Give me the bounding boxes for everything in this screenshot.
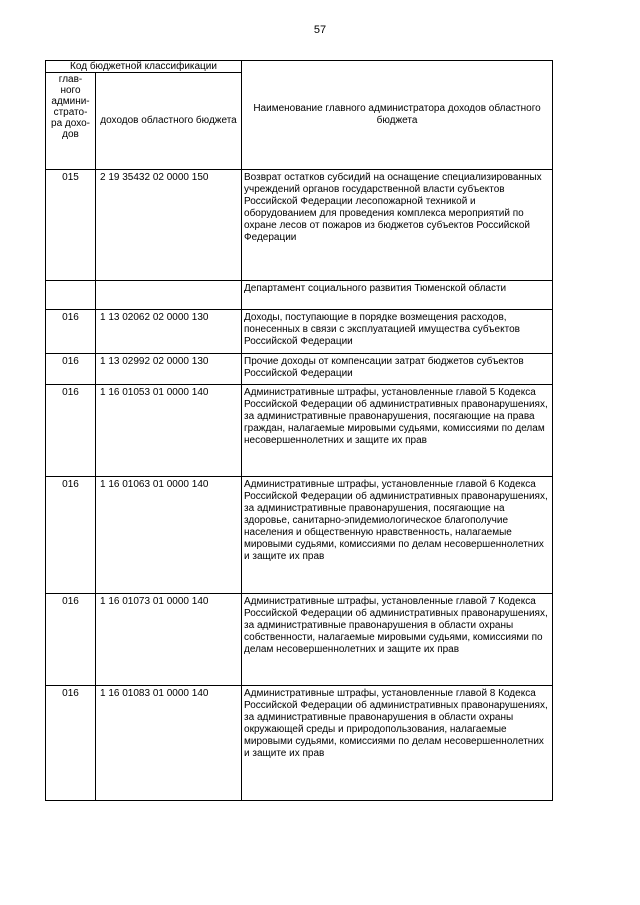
income-code-cell: 1 13 02992 02 0000 130 (96, 354, 242, 385)
income-code-cell: 1 16 01083 01 0000 140 (96, 686, 242, 801)
income-code-cell: 1 16 01063 01 0000 140 (96, 477, 242, 594)
section-row (46, 281, 553, 310)
department-name-cell: Департамент социального развития Тюменской области (242, 281, 553, 310)
header-income-code: доходов областного бюджета (96, 73, 242, 170)
income-name-cell: Прочие доходы от компенсации затрат бюджетов субъектов Российской Федерации (242, 354, 553, 385)
admin-code-cell: 016 (46, 594, 96, 686)
income-name-cell: Административные штрафы, установленные главой 5 Кодекса Российской Федерации об административных правонарушениях, за административные правонарушения, посягающие на права граждан, налагаемые мировыми судьями, комиссиями по делам несовершеннолетних и защите их прав (242, 385, 553, 477)
page-number: 57 (313, 24, 327, 36)
table-row (46, 170, 553, 281)
income-code-cell: 1 16 01053 01 0000 140 (96, 385, 242, 477)
table-row (46, 310, 553, 354)
income-name-cell: Возврат остатков субсидий на оснащение специализированных учреждений органов государственной власти субъектов Российской Федерации лесопожарной техникой и оборудованием для проведения комплекса мероприятий по охране лесов от пожаров из бюджетов субъектов Российской Федерации (242, 170, 553, 281)
income-code-cell: 2 19 35432 02 0000 150 (96, 170, 242, 281)
admin-code-cell: 016 (46, 385, 96, 477)
income-code-cell (96, 281, 242, 310)
admin-code-cell: 016 (46, 477, 96, 594)
admin-code-cell: 016 (46, 354, 96, 385)
admin-code-cell (46, 281, 96, 310)
income-name-cell: Административные штрафы, установленные главой 6 Кодекса Российской Федерации об административных правонарушениях, за административные правонарушения, посягающие на здоровье, санитарно-эпидемиологическое благополучие населения и общественную нравственность, налагаемые мировыми судьями, комиссиями по делам несовершеннолетних и защите их прав (242, 477, 553, 594)
header-main-administrator: глав- ного админи- страто- ра дохо- дов (46, 73, 96, 170)
income-name-cell: Административные штрафы, установленные главой 7 Кодекса Российской Федерации об административных правонарушениях, за административные правонарушения в области охраны собственности, налагаемые мировыми судьями, комиссиями по делам несовершеннолетних и защите их прав (242, 594, 553, 686)
table-row (46, 477, 553, 594)
header-budget-classification-code: Код бюджетной классификации (46, 61, 242, 73)
income-name-cell: Административные штрафы, установленные главой 8 Кодекса Российской Федерации об административных правонарушениях, за административные правонарушения в области охраны окружающей среды и природопользования, налагаемые мировыми судьями, комиссиями по делам несовершеннолетних и защите их прав (242, 686, 553, 801)
header-administrator-name: Наименование главного администратора доходов областного бюджета (242, 61, 553, 170)
admin-code-cell: 016 (46, 686, 96, 801)
income-name-cell: Доходы, поступающие в порядке возмещения расходов, понесенных в связи с эксплуатацией имущества субъектов Российской Федерации (242, 310, 553, 354)
income-code-cell: 1 13 02062 02 0000 130 (96, 310, 242, 354)
table-row (46, 594, 553, 686)
table-row (46, 354, 553, 385)
table-row (46, 385, 553, 477)
income-code-cell: 1 16 01073 01 0000 140 (96, 594, 242, 686)
admin-code-cell: 015 (46, 170, 96, 281)
budget-classification-table (45, 60, 553, 801)
admin-code-cell: 016 (46, 310, 96, 354)
table-row (46, 686, 553, 801)
